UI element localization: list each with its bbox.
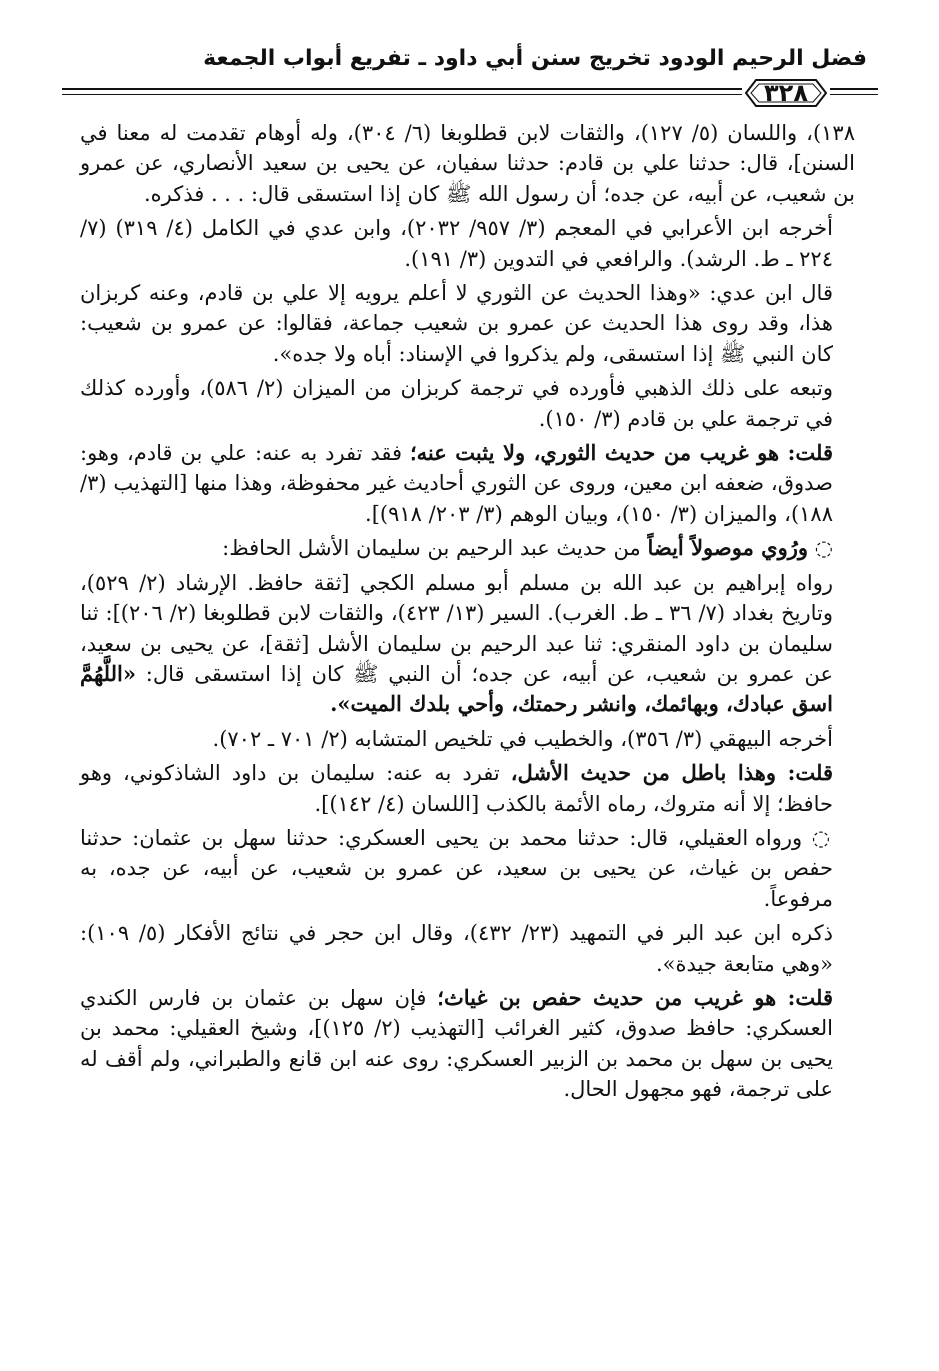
- paragraph-8: [80, 724, 855, 754]
- page-number: ٣٢٨: [764, 79, 808, 107]
- paragraph-5-text: فقد تفرد به عنه: علي بن قادم، وهو: صدوق، ضعفه ابن معين، وروى عن الثوري أحاديث غير محفوظة، وهذا منها [التهذيب (٣/ ١٨٨)، والميزان (٣/ ١٥٠)، وبيان الوهم (٣/ ٢٠٣/ ٩١٨)].: [80, 441, 833, 526]
- paragraph-1: [80, 118, 855, 209]
- paragraph-4: [80, 373, 855, 434]
- paragraph-11: [80, 918, 855, 979]
- paragraph-6: [80, 533, 855, 563]
- paragraph-12-text: فإن سهل بن عثمان بن فارس الكندي العسكري: حافظ صدوق، كثير الغرائب [التهذيب (٢/ ١٢٥)]، وشيخ العقيلي: محمد بن يحيى بن سهل بن محمد بن الزبير العسكري: روى عنه ابن قانع والطبراني، ولم أقف له على ترجمة، فهو مجهول الحال.: [80, 985, 833, 1102]
- paragraph-12: [80, 983, 855, 1105]
- paragraph-5-bold: قلت: هو غريب من حديث الثوري، ولا يثبت عنه؛: [409, 440, 833, 466]
- paragraph-6-text: من حديث عبد الرحيم بن سليمان الأشل الحافظ:: [222, 536, 648, 561]
- header-rule-right-top: [830, 88, 878, 90]
- paragraph-6-bold: ورُوي موصولاً أيضاً: [647, 535, 808, 561]
- paragraph-4-text: وتبعه على ذلك الذهبي فأورده في ترجمة كربزان من الميزان (٢/ ٥٨٦)، وأورده كذلك في ترجمة علي بن قادم (٣/ ١٥٠).: [80, 376, 833, 431]
- paragraph-9-bold: قلت: وهذا باطل من حديث الأشل،: [510, 760, 833, 786]
- paragraph-10-text: ورواه العقيلي، قال: حدثنا محمد بن يحيى العسكري: حدثنا سهل بن عثمان: حدثنا حفص بن غياث، عن يحيى بن سعيد، عن عمرو بن شعيب، عن أبيه، عن جده، به مرفوعاً.: [80, 825, 833, 911]
- paragraph-9-text: تفرد به عنه: سليمان بن داود الشاذكوني، وهو حافظ؛ إلا أنه متروك، رماه الأئمة بالكذب [اللسان (٤/ ١٤٢)].: [80, 761, 833, 816]
- paragraph-7-text: رواه إبراهيم بن عبد الله بن مسلم أبو مسلم الكجي [ثقة حافظ. الإرشاد (٢/ ٥٢٩)، وتاريخ بغداد (٧/ ٣٦ ـ ط. الغرب). السير (١٣/ ٤٢٣)، والثقات لابن قطلوبغا (٢/ ٢٠٦)]: ثنا سليمان بن داود المنقري: ثنا عبد الرحيم بن سليمان الأشل [ثقة]، عن يحيى بن سعيد، عن عمرو بن شعيب، عن أبيه، عن جده؛ أن النبي ﷺ كان إذا استسقى قال:: [80, 570, 834, 686]
- paragraph-8-text: أخرجه البيهقي (٣/ ٣٥٦)، والخطيب في تلخيص المتشابه (٢/ ٧٠١ ـ ٧٠٢).: [212, 726, 833, 751]
- page-number-ornament: [744, 76, 828, 110]
- paragraph-12-bold: قلت: هو غريب من حديث حفص بن غياث؛: [437, 984, 833, 1010]
- running-header-title: فضل الرحيم الودود تخريج سنن أبي داود ـ تفريع أبواب الجمعة: [203, 46, 867, 71]
- paragraph-10: [80, 823, 855, 914]
- paragraph-11-text: ذكره ابن عبد البر في التمهيد (٢٣/ ٤٣٢)، وقال ابن حجر في نتائج الأفكار (٥/ ١٠٩): «وهي متابعة جيدة».: [80, 921, 833, 976]
- paragraph-2: [80, 213, 855, 274]
- paragraph-3: [80, 278, 855, 369]
- page-body: [80, 118, 855, 1105]
- paragraph-7: [80, 568, 855, 720]
- paragraph-3-text: قال ابن عدي: «وهذا الحديث عن الثوري لا أعلم يرويه إلا علي بن قادم، وعنه كربزان هذا، وقد روى هذا الحديث عن عمرو بن شعيب جماعة، فقالوا: عن عمرو بن شعيب: كان النبي ﷺ إذا استسقى، ولم يذكروا في الإسناد: أباه ولا جده».: [80, 281, 833, 366]
- bullet-marker: ◌: [808, 536, 833, 561]
- header-rule-right-bottom: [830, 94, 878, 95]
- bullet-marker: ◌: [802, 825, 834, 850]
- paragraph-9: [80, 758, 855, 819]
- paragraph-7-bold: «اللَّهُمَّ اسق عبادك، وبهائمك، وانشر رحمتك، وأحي بلدك الميت».: [80, 660, 833, 717]
- paragraph-5: [80, 438, 855, 529]
- header-rule-left-top: [62, 88, 742, 90]
- header-rule-left-bottom: [62, 94, 742, 95]
- paragraph-1-text: ١٣٨)، واللسان (٥/ ١٢٧)، والثقات لابن قطلوبغا (٦/ ٣٠٤)، وله أوهام تقدمت له معنا في السنن]، قال: حدثنا علي بن قادم: حدثنا سفيان، عن يحيى بن سعيد الأنصاري، عن عمرو بن شعيب، عن أبيه، عن جده؛ أن رسول الله ﷺ كان إذا استسقى قال: . . . فذكره.: [80, 121, 855, 206]
- paragraph-2-text: أخرجه ابن الأعرابي في المعجم (٣/ ٩٥٧/ ٢٠٣٢)، وابن عدي في الكامل (٤/ ٣١٩) (٧/ ٢٢٤ ـ ط. الرشد). والرافعي في التدوين (٣/ ١٩١).: [80, 216, 833, 271]
